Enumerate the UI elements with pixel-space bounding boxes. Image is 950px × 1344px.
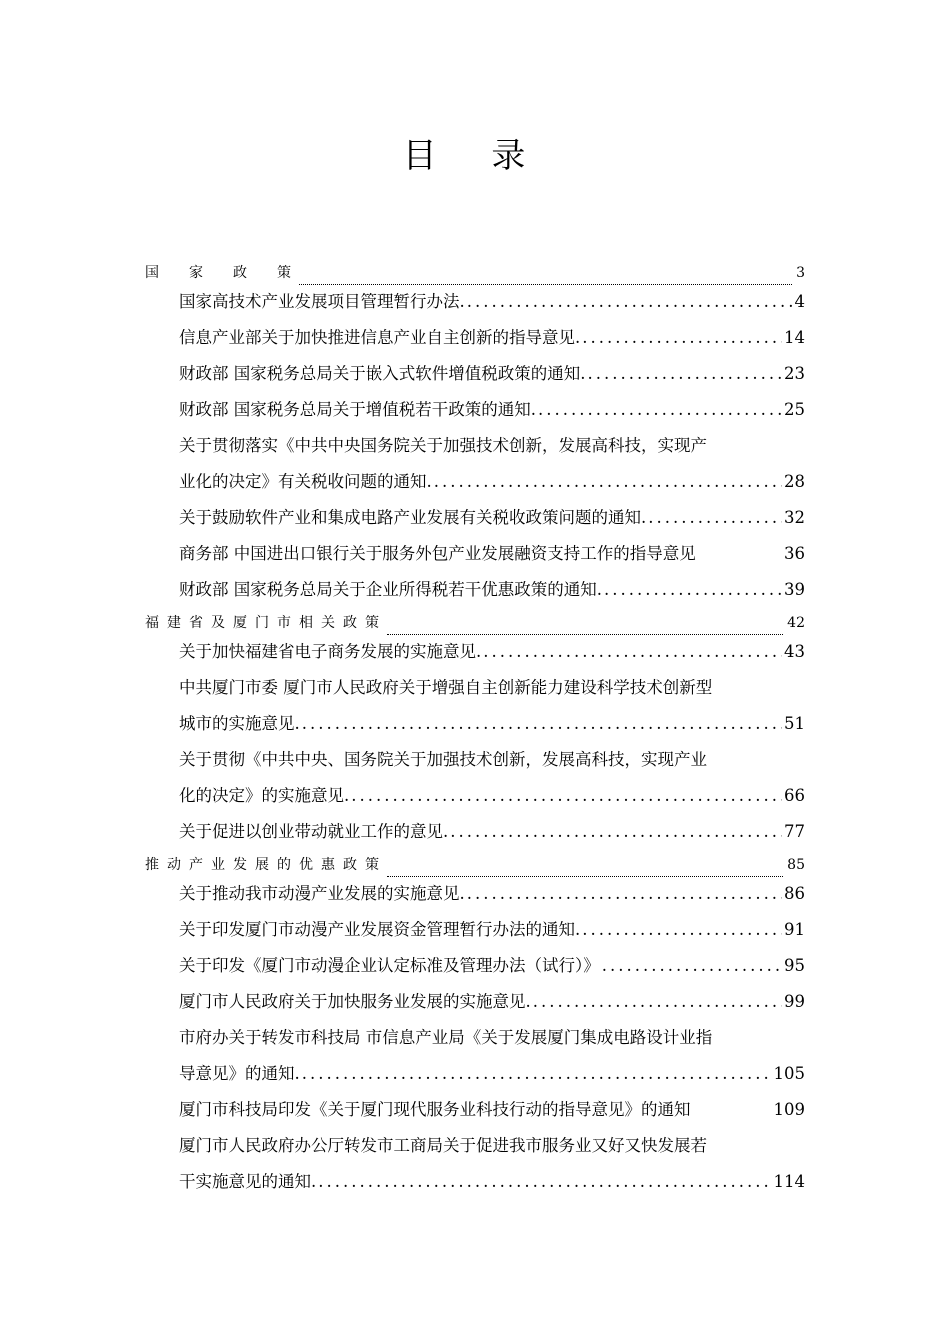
toc-entry — [179, 540, 805, 576]
entry-line — [179, 1096, 805, 1132]
entry-title: 干实施意见的通知. — [179, 1172, 317, 1191]
entry-title: 厦门市科技局印发《关于厦门现代服务业科技行动的指导意见》的通知 — [179, 1100, 691, 1119]
toc-entry — [179, 746, 805, 818]
entry-page-number: 105 — [773, 1064, 805, 1083]
entry-page-number: 32 — [784, 508, 805, 527]
entry-line — [179, 952, 805, 988]
entry-title: 信息产业部关于加快推进信息产业自主创新的指导意见. — [179, 328, 581, 347]
dot-leader — [351, 786, 782, 805]
dot-leader — [387, 634, 783, 635]
toc-entry — [179, 360, 805, 396]
entry-line — [179, 818, 805, 854]
toc-entry — [179, 880, 805, 916]
entry-line — [179, 638, 805, 674]
entry-list — [145, 638, 805, 854]
entry-page-number: 4 — [794, 292, 805, 311]
entry-line — [179, 916, 805, 952]
dot-leader — [302, 714, 782, 733]
entry-page-number: 77 — [784, 822, 805, 841]
dot-leader — [467, 884, 782, 903]
entry-page-number: 86 — [784, 884, 805, 903]
toc-entry — [179, 324, 805, 360]
toc-entry — [179, 638, 805, 674]
dot-leader — [533, 992, 782, 1011]
entry-title: 厦门市人民政府办公厅转发市工商局关于促进我市服务业又好又快发展若 — [179, 1136, 707, 1155]
entry-page-number: 36 — [784, 544, 805, 563]
section-title: 国 家 政 策 — [145, 265, 299, 281]
entry-page-number: 43 — [784, 642, 805, 661]
entry-line — [179, 324, 805, 360]
entry-line — [179, 1168, 805, 1204]
section-page-number: 42 — [787, 615, 805, 631]
dot-leader — [434, 472, 782, 491]
entry-page-number: 109 — [773, 1100, 805, 1119]
dot-leader — [483, 642, 782, 661]
entry-title: 关于印发《厦门市动漫企业认定标准及管理办法（试行）》 — [179, 956, 600, 975]
entry-title: 关于加快福建省电子商务发展的实施意见. — [179, 642, 482, 661]
entry-page-number: 91 — [784, 920, 805, 939]
entry-line — [179, 880, 805, 916]
entry-title: 关于推动我市动漫产业发展的实施意见. — [179, 884, 465, 903]
entry-title: 财政部 国家税务总局关于企业所得税若干优惠政策的通知. — [179, 580, 602, 599]
toc-entry — [179, 396, 805, 432]
entry-line — [179, 988, 805, 1024]
entry-page-number: 39 — [784, 580, 805, 599]
entry-page-number: 114 — [773, 1172, 805, 1191]
entry-line — [179, 504, 805, 540]
dot-leader — [299, 284, 792, 285]
section-page-number: 85 — [787, 857, 805, 873]
entry-list — [145, 288, 805, 612]
toc-entry — [179, 952, 805, 988]
toc-entry — [179, 288, 805, 324]
dot-leader — [588, 364, 783, 383]
dot-leader — [450, 822, 782, 841]
section-page-number: 3 — [796, 265, 805, 281]
entry-line — [179, 674, 805, 710]
dot-leader — [302, 1064, 772, 1083]
dot-leader — [467, 292, 793, 311]
entry-line — [179, 1060, 805, 1096]
entry-line — [179, 396, 805, 432]
entry-line — [179, 710, 805, 746]
entry-line — [179, 288, 805, 324]
toc-entry — [179, 1024, 805, 1096]
entry-page-number: 25 — [784, 400, 805, 419]
dot-leader — [602, 956, 782, 975]
entry-title: 关于贯彻《中共中央、国务院关于加强技术创新，发展高科技，实现产业 — [179, 750, 707, 769]
entry-line — [179, 540, 805, 576]
entry-page-number: 23 — [784, 364, 805, 383]
entry-title: 财政部 国家税务总局关于嵌入式软件增值税政策的通知. — [179, 364, 586, 383]
entry-title: 城市的实施意见. — [179, 714, 300, 733]
entry-title: 厦门市人民政府关于加快服务业发展的实施意见. — [179, 992, 531, 1011]
entry-title: 关于鼓励软件产业和集成电路产业发展有关税收政策问题的通知. — [179, 508, 647, 527]
dot-leader — [387, 876, 783, 877]
dot-leader — [318, 1172, 771, 1191]
entry-title: 商务部 中国进出口银行关于服务外包产业发展融资支持工作的指导意见 — [179, 544, 696, 563]
toc-entry — [179, 576, 805, 612]
entry-list — [145, 880, 805, 1204]
section-heading — [145, 612, 805, 638]
entry-title: 市府办关于转发市科技局 市信息产业局《关于发展厦门集成电路设计业指 — [179, 1028, 713, 1047]
entry-title: 财政部 国家税务总局关于增值税若干政策的通知. — [179, 400, 536, 419]
entry-page-number: 51 — [784, 714, 805, 733]
dot-leader — [648, 508, 782, 527]
entry-line — [179, 1132, 805, 1168]
entry-title: 关于贯彻落实《中共中央国务院关于加强技术创新，发展高科技，实现产 — [179, 436, 707, 455]
toc-entry — [179, 674, 805, 746]
entry-page-number: 14 — [784, 328, 805, 347]
entry-title: 关于印发厦门市动漫产业发展资金管理暂行办法的通知. — [179, 920, 581, 939]
section-title: 推动产业发展的优惠政策 — [145, 857, 387, 873]
entry-line — [179, 432, 805, 468]
toc-entry — [179, 1132, 805, 1204]
entry-title: 导意见》的通知. — [179, 1064, 300, 1083]
entry-line — [179, 746, 805, 782]
dot-leader — [538, 400, 782, 419]
dot-leader — [582, 920, 782, 939]
toc-entry — [179, 988, 805, 1024]
entry-page-number: 28 — [784, 472, 805, 491]
entry-title: 中共厦门市委 厦门市人民政府关于增强自主创新能力建设科学技术创新型 — [179, 678, 713, 697]
entry-title: 化的决定》的实施意见. — [179, 786, 350, 805]
table-of-contents — [145, 262, 805, 1204]
entry-title: 业化的决定》有关税收问题的通知. — [179, 472, 432, 491]
toc-entry — [179, 432, 805, 504]
entry-line — [179, 782, 805, 818]
entry-page-number: 66 — [784, 786, 805, 805]
toc-entry — [179, 504, 805, 540]
entry-page-number: 95 — [784, 956, 805, 975]
dot-leader — [604, 580, 782, 599]
entry-title: 国家高技术产业发展项目管理暂行办法. — [179, 292, 465, 311]
page-title: 目 录 — [402, 136, 548, 176]
entry-title: 关于促进以创业带动就业工作的意见. — [179, 822, 449, 841]
section-heading — [145, 854, 805, 880]
section-heading — [145, 262, 805, 288]
toc-entry — [179, 1096, 805, 1132]
entry-line — [179, 1024, 805, 1060]
entry-line — [179, 576, 805, 612]
section-title: 福建省及厦门市相关政策 — [145, 615, 387, 631]
toc-entry — [179, 818, 805, 854]
entry-page-number: 99 — [784, 992, 805, 1011]
entry-line — [179, 468, 805, 504]
entry-line — [179, 360, 805, 396]
dot-leader — [582, 328, 782, 347]
toc-entry — [179, 916, 805, 952]
